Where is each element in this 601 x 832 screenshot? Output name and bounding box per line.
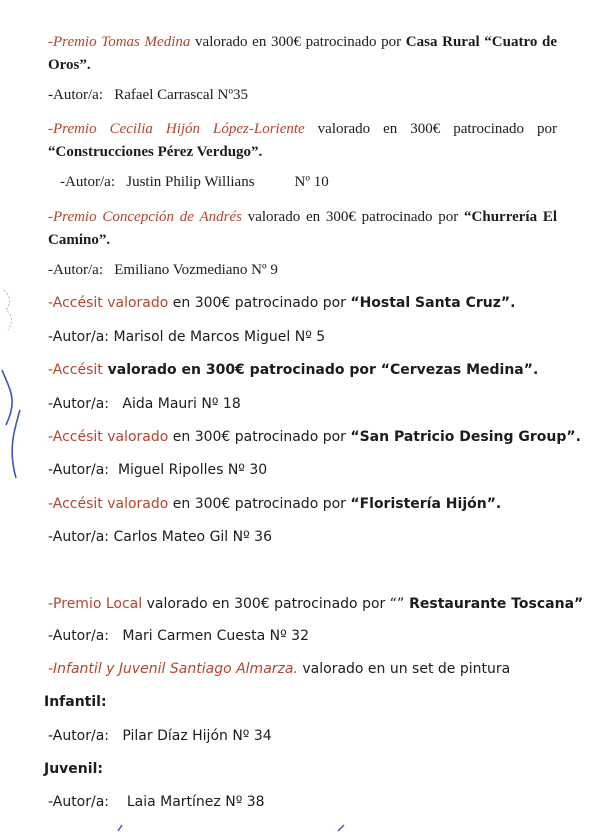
author-line (48, 526, 557, 549)
award-description: en 300€ patrocinado por (168, 429, 351, 445)
author-name: Laia Martínez Nº 38 (126, 794, 265, 810)
award-sponsor: “Hostal Santa Cruz”. (350, 295, 516, 311)
award-line (48, 292, 557, 315)
author-label: -Autor/a: (48, 462, 110, 478)
award-title: -Premio Local (48, 596, 143, 612)
award-sponsor: Casa Rural “Cuatro de Oros”. (48, 34, 557, 73)
category-heading: Juvenil: (44, 761, 103, 777)
author-label: -Autor/a: (48, 628, 110, 644)
author-line (48, 393, 557, 416)
award-description: valorado en 300€ patrocinado por “Cervezas Medina”. (102, 362, 539, 378)
author-name: Mari Carmen Cuesta Nº 32 (122, 628, 309, 644)
award-sponsor: Restaurante Toscana” (404, 596, 584, 612)
author-name: Marisol de Marcos Miguel Nº 5 (113, 329, 326, 345)
award-line (48, 493, 557, 516)
bottom-ink-mark-icon (110, 824, 350, 832)
award-title: -Infantil y Juvenil Santiago Almarza. (48, 661, 298, 677)
author-line (48, 459, 557, 482)
author-label: -Autor/a: (48, 262, 103, 278)
award-description: valorado en 300€ patrocinado por (190, 34, 406, 50)
author-name: Emiliano Vozmediano Nº 9 (114, 262, 278, 278)
author-name: Justin Philip Willians (126, 174, 255, 190)
award-line (48, 118, 557, 164)
author-name: Rafael Carrascal Nº35 (114, 87, 248, 103)
award-title: -Accésit (48, 429, 103, 445)
author-line (48, 84, 557, 107)
award-description: valorado en 300€ patrocinado por (304, 121, 558, 137)
award-description: valorado en un set de pintura (297, 661, 511, 677)
author-line (48, 326, 557, 349)
award-sponsor: “Churrería El Camino”. (48, 209, 558, 248)
award-line (48, 658, 557, 681)
award-title: -Premio Cecilia Hijón López-Loriente (48, 121, 305, 137)
author-label: -Autor/a: (48, 794, 110, 810)
award-sponsor: “Construcciones Pérez Verdugo”. (48, 144, 263, 160)
author-line (48, 791, 557, 814)
author-name: Carlos Mateo Gil Nº 36 (113, 529, 272, 545)
author-label: -Autor/a: (48, 87, 103, 103)
author-label: -Autor/a: (60, 174, 115, 190)
category-heading: Infantil: (44, 694, 107, 710)
author-label: -Autor/a: (48, 529, 110, 545)
award-title: -Premio Tomas Medina (48, 34, 191, 50)
award-sponsor: “San Patricio Desing Group”. (350, 429, 581, 445)
author-name: Miguel Ripolles Nº 30 (117, 462, 268, 478)
award-title: -Accésit (48, 295, 103, 311)
author-number: Nº 10 (294, 174, 329, 190)
award-description: valorado en 300€ patrocinado por (142, 596, 390, 612)
author-label: -Autor/a: (48, 396, 110, 412)
award-quote: “” (389, 596, 405, 612)
signature-stroke-icon (0, 330, 28, 480)
author-name: Pilar Díaz Hijón Nº 34 (122, 728, 272, 744)
award-line (48, 593, 584, 616)
author-line (60, 171, 557, 194)
award-line (48, 426, 581, 449)
award-sponsor: “Floristería Hijón”. (350, 496, 502, 512)
author-line (48, 625, 557, 648)
stamp-fragment-icon (0, 280, 30, 340)
award-title: -Premio Concepción de Andrés (48, 209, 242, 225)
award-description-accent: valorado (102, 295, 169, 311)
award-line (48, 359, 557, 382)
author-label: -Autor/a: (48, 728, 110, 744)
award-line (48, 31, 557, 77)
award-line (48, 206, 557, 252)
author-line (48, 725, 557, 748)
award-description-accent: valorado (102, 496, 169, 512)
award-description: valorado en 300€ patrocinado por (241, 209, 465, 225)
award-title: -Accésit (48, 496, 103, 512)
author-label: -Autor/a: (48, 329, 110, 345)
award-description: en 300€ patrocinado por (168, 496, 351, 512)
award-title: -Accésit (48, 362, 103, 378)
author-line (48, 259, 557, 282)
author-name: Aida Mauri Nº 18 (122, 396, 241, 412)
award-description: en 300€ patrocinado por (168, 295, 351, 311)
award-description-accent: valorado (102, 429, 169, 445)
